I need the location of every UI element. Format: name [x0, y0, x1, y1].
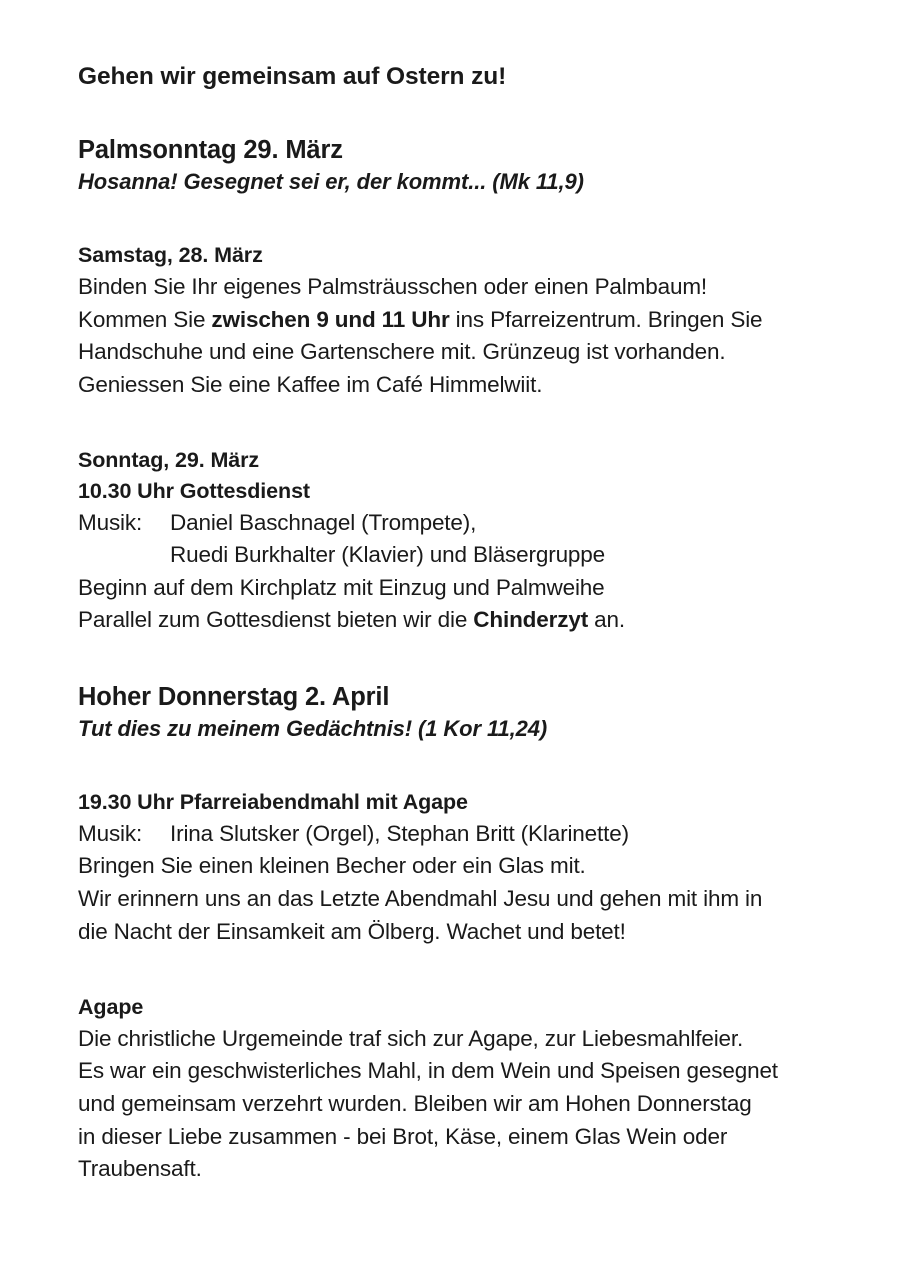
block-samstag [78, 240, 840, 401]
scripture-hoher-donnerstag: Tut dies zu meinem Gedächtnis! (1 Kor 11,24) [78, 715, 548, 741]
text-kommen-sie-prefix: Kommen Sie [78, 306, 212, 332]
body-line-agape-1: Die christliche Urgemeinde traf sich zur Agape, zur Liebesmahlfeier. [78, 1025, 744, 1051]
section-hoher-donnerstag [78, 681, 840, 1186]
spacer [78, 401, 840, 445]
body-line-bringen-sie-becher: Bringen Sie einen kleinen Becher oder ein Glas mit. [78, 853, 586, 879]
body-line-wir-erinnern-2: die Nacht der Einsamkeit am Ölberg. Wachet und betet! [78, 918, 626, 944]
body-line-geniessen-sie: Geniessen Sie eine Kaffee im Café Himmelwiit. [78, 371, 543, 397]
music-credit-gottesdienst [78, 507, 840, 540]
spacer [78, 637, 840, 681]
subheading-sonntag: Sonntag, 29. März [78, 448, 260, 473]
subheading-agape: Agape [78, 995, 144, 1020]
section-heading-palmsonntag: Palmsonntag 29. März [78, 136, 343, 165]
music-performer-trompete: Daniel Baschnagel (Trompete), [170, 509, 477, 535]
music-label: Musik: [78, 820, 143, 846]
subheading-samstag: Samstag, 28. März [78, 243, 263, 268]
block-sonntag [78, 445, 840, 637]
body-line-wir-erinnern-1: Wir erinnern uns an das Letzte Abendmahl Jesu und gehen mit ihm in [78, 885, 763, 911]
body-line-kommen-sie [78, 304, 840, 337]
text-parallel-suffix: an. [588, 607, 625, 633]
music-credit-abendmahl [78, 818, 840, 851]
subheading-gottesdienst-time: 10.30 Uhr Gottesdienst [78, 479, 310, 503]
body-line-agape-4: in dieser Liebe zusammen - bei Brot, Käse, einem Glas Wein oder [78, 1123, 728, 1149]
page-title: Gehen wir gemeinsam auf Ostern zu! [78, 63, 507, 90]
text-parallel-prefix: Parallel zum Gottesdienst bieten wir die [78, 607, 474, 633]
body-line-binden-sie: Binden Sie Ihr eigenes Palmsträusschen oder einen Palmbaum! [78, 273, 708, 299]
section-palmsonntag [78, 134, 840, 637]
body-line-agape-2: Es war ein geschwisterliches Mahl, in dem Wein und Speisen gesegnet [78, 1058, 778, 1084]
body-line-agape-3: und gemeinsam verzehrt wurden. Bleiben wir am Hohen Donnerstag [78, 1090, 752, 1116]
spacer [78, 948, 840, 992]
body-line-agape-5: Traubensaft. [78, 1156, 202, 1182]
body-line-handschuhe: Handschuhe und eine Gartenschere mit. Grünzeug ist vorhanden. [78, 339, 726, 365]
spacer [78, 196, 840, 240]
music-label: Musik: [78, 509, 143, 535]
subheading-pfarreiabendmahl: 19.30 Uhr Pfarreiabendmahl mit Agape [78, 790, 468, 815]
block-agape [78, 992, 840, 1186]
section-heading-hoher-donnerstag: Hoher Donnerstag 2. April [78, 683, 390, 712]
emphasis-chinderzyt: Chinderzyt [473, 607, 589, 633]
block-pfarreiabendmahl [78, 787, 840, 948]
emphasis-opening-time: zwischen 9 und 11 Uhr [211, 306, 450, 332]
body-line-parallel-chinderzyt [78, 604, 840, 637]
music-performers-orgel-klarinette: Irina Slutsker (Orgel), Stephan Britt (Klarinette) [170, 820, 629, 846]
scripture-palmsonntag: Hosanna! Gesegnet sei er, der kommt... (Mk 11,9) [78, 169, 584, 194]
body-line-beginn-kirchplatz: Beginn auf dem Kirchplatz mit Einzug und Palmweihe [78, 574, 605, 600]
text-kommen-sie-suffix: ins Pfarreizentrum. Bringen Sie [449, 306, 763, 332]
document-content [78, 62, 840, 1186]
music-performer-klavier: Ruedi Burkhalter (Klavier) und Bläsergruppe [170, 542, 606, 568]
spacer [78, 743, 840, 787]
